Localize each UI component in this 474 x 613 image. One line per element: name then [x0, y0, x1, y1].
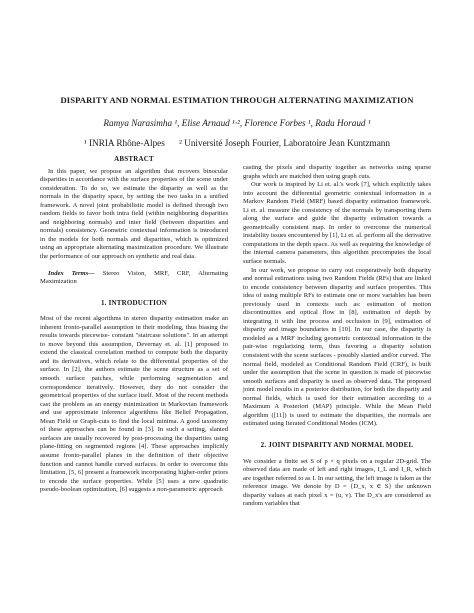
- index-terms-label: Index Terms—: [48, 269, 95, 277]
- left-column: [40, 155, 228, 495]
- section2-heading: 2. JOINT DISPARITY AND NORMAL MODEL: [260, 440, 414, 449]
- section2-paragraph: We consider a finite set S of p × q pixels on a regular 2D-grid. The observed data are made of left and right images, I_L and I_R, which are together referred to as I. In our setting, the left image is taken as the reference image. We denote by D = {D_x, x ∈ S} the unknown disparity values at each pixel x = (u, v). The D_x's are considered as random variables that: [243, 457, 431, 508]
- author-list: Ramya Narasimha ¹, Elise Arnaud ¹·², Florence Forbes ¹, Radu Horaud ¹: [103, 118, 371, 128]
- index-terms: [40, 270, 228, 287]
- affiliation-2: ² Université Joseph Fourier, Laboratoire Jean Kuntzmann: [179, 138, 390, 148]
- related-work-paragraph: Our work is inspired by Li et. al.'s work [7], which explicitly takes into account the differential geometric contextual information in a Markov Random Field (MRF) based disparity estimation framework. Li et. al. measure the consistency of the normals by transporting them along the surface and guide the disparity estimation towards a geometrically consistent map. In order to overcome the numerical instability issues encountered by [1], Li et. al. perform all the derivative computations in the depth space. As well as requiring the knowledge of the internal camera parameters, this algorithm precomputes the local surface normals.: [243, 181, 431, 266]
- index-terms-text: Stereo Vision, MRF, CRF, Alternating Maximization: [40, 269, 228, 286]
- intro-paragraph: Most of the recent algorithms in stereo disparity estimation make an inherent fronto-parallel assumption in their modeling, thus biasing the results towards piecewise- constant "staircase solutions". In an attempt to move beyond this assumption, Devernay et. al. [1] proposed to extend the classical correlation method to compute both the disparity and its derivatives, which relate to the differential properties of the surface. In [2], the authors estimate the scene structure as a set of smooth surface patches, while performing segmentation and correspondence iteratively. However, they do not consider the geometrical properties of the surface itself. Most of the recent methods cast the problem as an energy minimization in Markovian framework and use approximate inference algorithms like Belief Propagation, Mean Field or Graph-cuts to find the local minima. A good taxonomy of these approaches can be found in [3]. In such a setting, slanted surfaces are usually recovered by post-processing the disparities using plane-fitting on segmented regions [4]. These approaches implicitly assume fronto-parallel planes in the definition of their objective function and cannot handle curved surfaces. In order to overcome this limitation, [5, 6] present a framework incorporating higher-order priors to encode the surface properties. While [5] uses a new quadratic pseudo-boolean optimization, [6] suggests a non-parametric approach: [40, 315, 228, 494]
- paper-title: DISPARITY AND NORMAL ESTIMATION THROUGH ALTERNATING MAXIMIZATION: [60, 95, 414, 105]
- right-paragraph-continued: casting the pixels and disparity together as networks using sparse graphs which are matched then using graph cuts.: [243, 164, 431, 180]
- abstract-text: In this paper, we propose an algorithm that recovers binocular disparities in accordance with the surface properties of the scene under consideration. To do so, we estimate the disparity as well as the normals in the disparity space, by setting the two tasks in a unified framework. A novel joint probabilistic model is defined through two random fields to favor both intra field (within neighboring disparities and neighboring normals) and inter field (between disparities and normals) consistency. Geometric contextual information is introduced in the models for both normals and disparities, which is optimized using an appropriate alternating maximization procedure. We illustrate the performance of our approach on synthetic and real data.: [40, 167, 228, 261]
- affiliations: [20, 138, 454, 148]
- right-column: [243, 164, 431, 509]
- affiliation-1: ¹ INRIA Rhône-Alpes: [84, 138, 165, 148]
- abstract-heading: ABSTRACT: [114, 155, 154, 163]
- intro-heading: 1. INTRODUCTION: [100, 298, 167, 307]
- contribution-paragraph: In our work, we propose to carry out cooperatively both disparity and normal estimations using two Random Fields (RFs) that are linked to encode consistency between disparity and surface properties. This idea of using multiple RFs to estimate one or more variables has been previously used in contexts such as: estimation of motion discontinuities and optical flow in [8], estimation of depth by integrating it with line process and occlusion in [9], estimation of disparity and image boundaries in [10]. In our case, the disparity is modeled as a MRF including geometric contextual information in the pair-wise regularizing term, thus favoring a disparity solution consistent with the scene surfaces - possibly slanted and/or curved. The normal field, modeled as Conditional Random Field (CRF), is built under the assumption that the scene in question is made of piecewise smooth surfaces and disparity is used as observed data. The proposed joint model results in a posterior distribution, for both the disparity and normal fields, which is used for their estimation according to a Maximum A Posteriori (MAP) principle. While the Mean Field algorithm ([11]) is used to estimate the disparities, the normals are estimated using Iterated Conditional Modes (ICM).: [243, 266, 431, 428]
